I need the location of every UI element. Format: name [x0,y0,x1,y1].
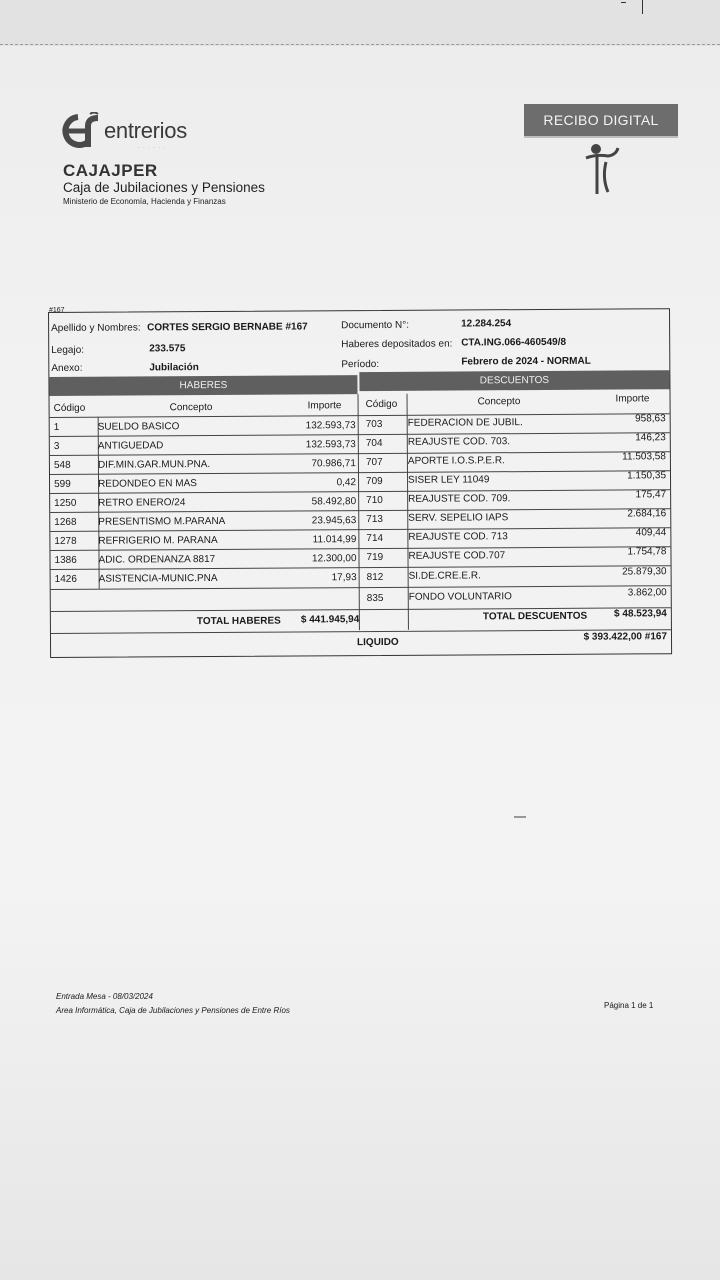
haberes-amount: 12.300,00 [311,553,357,565]
haberes-col-concept: Concepto [169,401,213,414]
haberes-concept: PRESENTISMO M.PARANA [98,515,226,528]
haberes-amount: 17,93 [331,572,357,584]
descuentos-concept: REAJUSTE COD. 709. [408,493,511,505]
label-document: Documento N°: [341,319,410,332]
haberes-concept: ADIC. ORDENANZA 8817 [98,553,216,566]
descuentos-concept: SERV. SEPELIO IAPS [408,512,509,524]
haberes-concept: REDONDEO EN MAS [98,478,197,490]
label-period: Período: [341,358,380,371]
descuentos-code: 704 [365,437,383,450]
col-divider [358,394,360,630]
logo-text: entrerios [104,118,187,143]
haberes-amount: 70.986,71 [311,458,356,470]
haberes-amount: 23.945,63 [311,515,357,527]
descuentos-amount: 25.879,30 [622,566,667,578]
haberes-code: 599 [54,478,71,490]
paper-top-strip [0,0,720,46]
descuentos-concept: FEDERACION DE JUBIL. [407,417,523,429]
descuentos-amount: 958,63 [635,413,666,425]
footer-area: Area Informática, Caja de Jubilaciones y Pensiones de Entre Ríos [56,1006,290,1015]
descuentos-concept: REAJUSTE COD. 703. [407,436,511,448]
total-haberes-label: TOTAL HABERES [196,615,281,628]
label-legajo: Legajo: [51,344,85,356]
descuentos-amount: 1.754,78 [627,546,667,558]
descuentos-amount: 409,44 [635,527,667,539]
descuentos-amount: 11.503,58 [622,451,666,463]
paper-speck [514,816,526,818]
haberes-amount: 132.593,73 [305,420,356,432]
value-anexo: Jubilación [149,362,199,374]
descuentos-code: 703 [365,418,383,431]
haberes-col-code: Código [53,402,86,414]
descuentos-amount: 1.150,35 [627,470,667,482]
descuentos-col-code: Código [365,398,398,411]
liquido-value: $ 393.422,00 #167 [583,631,668,643]
page-number: Página 1 de 1 [604,1001,654,1010]
total-descuentos-label: TOTAL DESCUENTOS [482,610,588,623]
haberes-code: 1386 [54,554,77,566]
total-haberes-value: $ 441.945,94 [300,614,360,626]
descuentos-code: 812 [366,571,384,584]
haberes-amount: 0,42 [336,477,357,489]
logo-subtext: · · · · · · [138,145,166,151]
descuentos-col-concept: Concepto [477,396,521,408]
descuentos-concept: REAJUSTE COD. 713 [408,531,508,543]
person-figure-icon [582,140,622,200]
haberes-code: 1278 [54,535,77,547]
descuentos-code: 710 [366,494,383,507]
corner-mark [618,0,646,16]
document-ref: #167 [49,307,65,314]
value-document: 12.284.254 [461,318,512,330]
descuentos-concept: APORTE I.O.S.P.E.R. [407,455,505,467]
descuentos-amount: 2.684,16 [627,508,667,520]
paper-fold-edge [0,44,720,51]
haberes-code: 548 [53,459,71,471]
institution-full-name: Caja de Jubilaciones y Pensiones [63,180,265,195]
er-logo-icon [60,112,104,152]
descuentos-amount: 3.862,00 [627,587,667,599]
value-name: CORTES SERGIO BERNABE #167 [147,321,308,334]
descuentos-code: 714 [366,532,384,545]
footer-entry: Entrada Mesa - 08/03/2024 [56,992,153,1001]
digital-receipt-badge: RECIBO DIGITAL [524,104,678,138]
descuentos-concept: REAJUSTE COD.707 [408,550,506,562]
haberes-code: 1268 [54,516,77,528]
haberes-concept: ASISTENCIA-MUNIC.PNA [98,572,218,585]
descuentos-concept: SISER LEY 11049 [408,474,490,486]
value-legajo: 233.575 [149,343,186,355]
label-name: Apellido y Nombres: [51,322,141,334]
descuentos-concept: FONDO VOLUNTARIO [408,591,512,603]
descuentos-col-amount: Importe [615,393,650,405]
descuentos-code: 835 [366,592,384,605]
haberes-code: 1250 [54,497,77,509]
descuentos-header: DESCUENTOS [359,370,669,391]
label-anexo: Anexo: [51,362,83,374]
haberes-concept: REFRIGERIO M. PARANA [98,534,218,547]
haberes-col-amount: Importe [307,400,342,412]
ministry-name: Ministerio de Economía, Hacienda y Finanzas [63,197,226,206]
descuentos-concept: SI.DE.CRE.E.R. [408,570,481,582]
haberes-concept: SUELDO BASICO [97,421,180,433]
value-period: Febrero de 2024 - NORMAL [461,355,591,368]
haberes-code: 1 [53,421,60,433]
haberes-amount: 58.492,80 [311,496,357,508]
value-deposit: CTA.ING.066-460549/8 [461,336,567,349]
liquido-label: LIQUIDO [356,636,399,649]
receipt-table [48,308,672,658]
haberes-concept: RETRO ENERO/24 [98,497,186,509]
descuentos-code: 709 [366,475,383,488]
haberes-amount: 11.014,99 [312,534,357,546]
haberes-code: 1426 [54,573,77,585]
entrerios-logo [60,112,240,152]
institution-short-name: CAJAJPER [63,161,158,180]
descuentos-code: 719 [366,551,384,564]
descuentos-amount: 146,23 [635,432,666,444]
total-descuentos-value: $ 48.523,94 [613,608,667,620]
label-deposit: Haberes depositados en: [341,338,453,351]
haberes-code: 3 [53,440,60,452]
descuentos-amount: 175,47 [635,489,667,501]
haberes-amount: 132.593,73 [305,439,356,451]
descuentos-code: 713 [366,513,383,526]
haberes-concept: DIF.MIN.GAR.MUN.PNA. [97,459,211,471]
haberes-concept: ANTIGUEDAD [97,440,164,452]
haberes-header: HABERES [49,375,357,396]
descuentos-code: 707 [365,456,383,469]
